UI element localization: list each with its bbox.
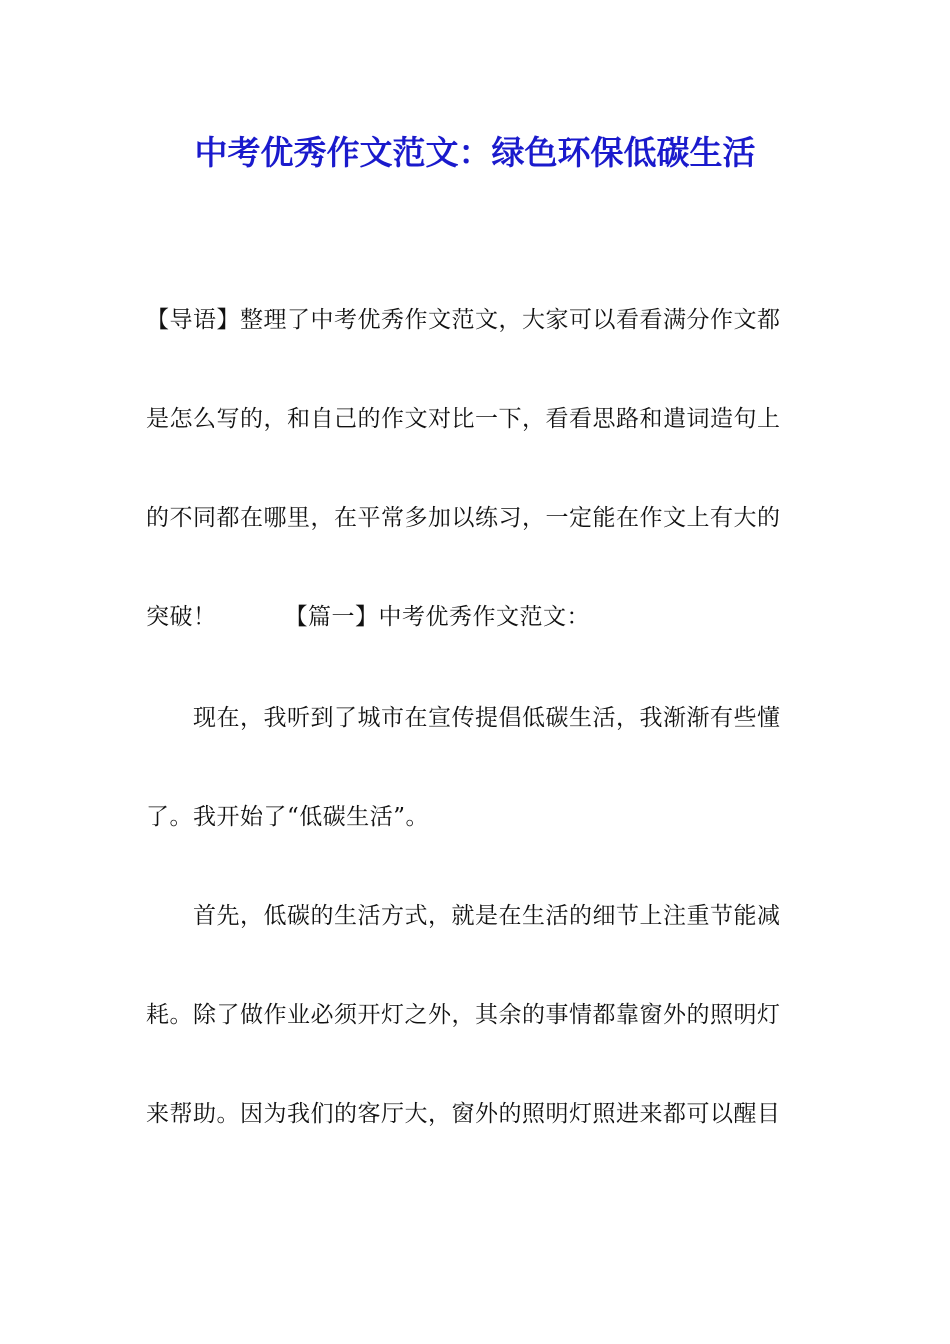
document-title: 中考优秀作文范文：绿色环保低碳生活 xyxy=(194,133,756,172)
text-line: 首先，低碳的生活方式，就是在生活的细节上注重节能减 xyxy=(193,903,781,929)
text-line: 了。我开始了“低碳生活”。 xyxy=(146,804,430,830)
text-fragment: 突破！ xyxy=(146,604,217,630)
text-line: 是怎么写的，和自己的作文对比一下，看看思路和遣词造句上 xyxy=(146,406,781,432)
text-line xyxy=(146,599,806,635)
section-heading: 【篇一】中考优秀作文范文： xyxy=(284,604,590,630)
text-line: 现在，我听到了城市在宣传提倡低碳生活，我渐渐有些懂 xyxy=(193,705,781,731)
text-line: 的不同都在哪里，在平常多加以练习，一定能在作文上有大的 xyxy=(146,505,781,531)
text-line: 【导语】整理了中考优秀作文范文，大家可以看看满分作文都 xyxy=(146,307,781,333)
text-line: 来帮助。因为我们的客厅大，窗外的照明灯照进来都可以醒目 xyxy=(146,1101,781,1127)
text-line: 耗。除了做作业必须开灯之外，其余的事情都靠窗外的照明灯 xyxy=(146,1002,781,1028)
